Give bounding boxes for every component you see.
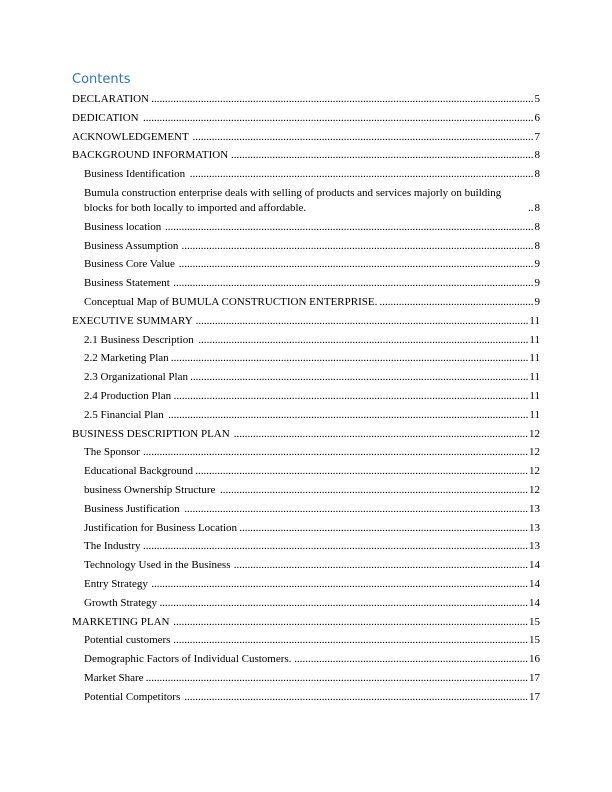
toc-entry[interactable] <box>72 351 540 366</box>
toc-entry[interactable] <box>72 167 540 182</box>
dot-leader: ................................................................................................................................ <box>181 239 534 252</box>
toc-entry-title: Business Statement <box>84 277 170 290</box>
toc-entry-title: ACKNOWLEDGEMENT <box>72 130 189 143</box>
toc-entry-page: 11 <box>529 333 540 346</box>
dot-leader: ................................................................................................................................. <box>173 634 528 647</box>
toc-entry[interactable] <box>72 690 540 705</box>
toc-entry-page: 7 <box>534 130 540 143</box>
toc-entry-page: 9 <box>534 258 540 271</box>
toc-entry[interactable] <box>72 111 540 126</box>
toc-entry-title: 2.5 Financial Plan <box>84 408 164 421</box>
toc-entry[interactable] <box>72 333 540 348</box>
dot-leader: ................................................................................................................................... <box>173 277 534 290</box>
toc-entry-page: 6 <box>534 111 540 124</box>
toc-entry-page: 11 <box>529 371 540 384</box>
dot-leader: ........................................................................................................................................... <box>145 671 528 684</box>
toc-entry-page: 12 <box>529 446 540 459</box>
toc-entry-page: 12 <box>529 483 540 496</box>
toc-entry[interactable] <box>72 295 540 310</box>
toc-entry[interactable] <box>72 521 540 536</box>
toc-entry-page: 5 <box>534 93 540 105</box>
toc-entry[interactable] <box>72 239 540 254</box>
dot-leader: ................................................................................................................ <box>220 483 528 496</box>
toc-entry-page: 8 <box>534 220 540 233</box>
toc-entry-title: Technology Used in the Business <box>84 559 231 572</box>
toc-entry[interactable] <box>72 276 540 291</box>
toc-entry-title: business Ownership Structure <box>84 483 216 496</box>
dot-leader: ............................................................................................................................. <box>189 168 534 181</box>
toc-entry-title: Demographic Factors of Individual Customers. <box>84 653 292 666</box>
toc-entry-title: Business Justification <box>84 502 180 515</box>
toc-entry-title: 2.3 Organizational Plan <box>84 371 188 384</box>
toc-entry-page: 8 <box>534 201 540 214</box>
dot-leader: ............................................................................................................................. <box>184 690 528 703</box>
dot-leader: ........................................................................................................................................... <box>151 93 534 105</box>
dot-leader: .................................................................................................................................. <box>170 352 529 365</box>
dot-leader: .............................................................................................................. <box>231 149 534 162</box>
toc-heading: Contents <box>72 72 131 87</box>
toc-entry[interactable] <box>72 92 540 107</box>
toc-entry-page: 14 <box>529 596 540 609</box>
dot-leader: ............................................................................................................................. <box>184 502 528 515</box>
toc-entry-page: 8 <box>534 149 540 162</box>
toc-entry[interactable] <box>72 408 540 423</box>
toc-entry-title: Market Share <box>84 671 144 684</box>
toc-entry[interactable] <box>72 539 540 554</box>
toc-entry-title: Educational Background <box>84 465 194 478</box>
dot-leader: ........................................................................................................................ <box>198 333 529 346</box>
toc-entry-page: 16 <box>529 653 540 666</box>
toc-entry-title: Bumula construction enterprise deals with selling of products and services majorly on building blocks for both locally to imported and affordable. <box>84 186 502 214</box>
toc-entry[interactable] <box>72 652 540 667</box>
dot-leader: ...................................................................................................................................... <box>159 596 528 609</box>
toc-entry-title: Business location <box>84 220 162 233</box>
toc-entry-title: EXECUTIVE SUMMARY <box>72 314 193 327</box>
toc-entry-title: Business Assumption <box>84 239 179 252</box>
dot-leader: ............................................................................................................................................ <box>143 446 528 459</box>
toc-entry-page: 11 <box>529 314 540 327</box>
toc-entry-page: 11 <box>529 408 540 421</box>
toc-entry-page: 11 <box>529 389 540 402</box>
dot-leader: ........................................................................................................... <box>233 559 528 572</box>
dot-leader: ......................................................................................................................... <box>195 465 528 478</box>
toc-entry-title: MARKETING PLAN <box>72 615 170 628</box>
dot-leader: ................................................................................................................................. <box>178 258 534 271</box>
toc-entry-page: 15 <box>529 634 540 647</box>
toc-entry-page: 11 <box>529 352 540 365</box>
toc-entry-title: 2.4 Production Plan <box>84 389 172 402</box>
toc-entry-title: Business Identification <box>84 168 186 181</box>
dot-leader: ........................................................................................................... <box>233 427 528 440</box>
dot-leader: ........................................................................................................................... <box>190 371 529 384</box>
toc-entry[interactable] <box>72 483 540 498</box>
toc-entry-title: 2.2 Marketing Plan <box>84 352 169 365</box>
toc-entry-title: Potential customers <box>84 634 171 647</box>
toc-entry-title: Business Core Value <box>84 258 175 271</box>
toc-entry[interactable] <box>72 445 540 460</box>
dot-leader: ................................................................................................................................. <box>173 389 529 402</box>
toc-entry-page: 8 <box>534 239 540 252</box>
toc-entry-title: BACKGROUND INFORMATION <box>72 149 229 162</box>
toc-entry-page: 12 <box>529 427 540 440</box>
toc-entry-page: 17 <box>529 690 540 703</box>
toc-entry[interactable] <box>72 370 540 385</box>
dot-leader: .. <box>528 201 534 214</box>
toc-entry[interactable] <box>72 502 540 517</box>
toc-entry[interactable] <box>72 596 540 611</box>
toc-entry[interactable] <box>72 671 540 686</box>
toc-entry-page: 8 <box>534 168 540 181</box>
toc-entry[interactable] <box>72 558 540 573</box>
toc-entry-page: 14 <box>529 559 540 572</box>
dot-leader: ............................................................................................................................ <box>192 130 534 143</box>
toc-entry-title: 2.1 Business Description <box>84 333 194 346</box>
toc-entry-title: The Industry <box>84 540 141 553</box>
dot-leader: ................................................................................................................................... <box>168 408 529 421</box>
toc-entry-page: 13 <box>529 502 540 515</box>
dot-leader: ......................................................................................................................................... <box>151 577 528 590</box>
toc-entry[interactable] <box>72 615 540 630</box>
dot-leader: ............................................................................................................................................ <box>143 540 528 553</box>
toc-entry-page: 9 <box>534 295 540 308</box>
toc-entry[interactable] <box>72 389 540 404</box>
toc-entry-title: DEDICATION <box>72 111 139 124</box>
toc-entry[interactable] <box>72 314 540 329</box>
toc-entry[interactable] <box>72 464 540 479</box>
toc-entry[interactable] <box>72 427 540 442</box>
toc-entry-title: Entry Strategy <box>84 577 148 590</box>
toc-entry[interactable] <box>72 220 540 235</box>
dot-leader: ...................................................................................................................................... <box>165 220 534 233</box>
toc-entry-title: The Sponsor <box>84 446 140 459</box>
toc-entry-page: 9 <box>534 277 540 290</box>
toc-entry-page: 17 <box>529 671 540 684</box>
toc-entry-title: BUSINESS DESCRIPTION PLAN <box>72 427 230 440</box>
dot-leader: ..................................................................................... <box>294 653 528 666</box>
toc-entry[interactable] <box>72 148 540 163</box>
toc-entry[interactable] <box>72 186 540 216</box>
toc-entry-page: 15 <box>529 615 540 628</box>
table-of-contents <box>72 92 540 709</box>
toc-entry-page: 13 <box>529 521 540 534</box>
dot-leader: ........................................................ <box>379 295 534 308</box>
dot-leader: ......................................................................................................... <box>239 521 528 534</box>
dot-leader: .............................................................................................................................................. <box>143 111 534 124</box>
toc-entry-title: Justification for Business Location <box>84 521 238 534</box>
dot-leader: ................................................................................................................................. <box>173 615 528 628</box>
toc-entry[interactable] <box>72 130 540 145</box>
toc-entry[interactable] <box>72 257 540 272</box>
toc-entry-title: Conceptual Map of BUMULA CONSTRUCTION ENTERPRISE. <box>84 295 378 308</box>
toc-entry-title: Growth Strategy <box>84 596 158 609</box>
toc-entry-title: DECLARATION <box>72 93 149 105</box>
toc-entry-page: 13 <box>529 540 540 553</box>
toc-entry-page: 12 <box>529 465 540 478</box>
toc-entry-title: Potential Competitors <box>84 690 181 703</box>
toc-entry[interactable] <box>72 577 540 592</box>
toc-entry-page: 14 <box>529 577 540 590</box>
dot-leader: ......................................................................................................................... <box>195 314 529 327</box>
toc-entry[interactable] <box>72 633 540 648</box>
